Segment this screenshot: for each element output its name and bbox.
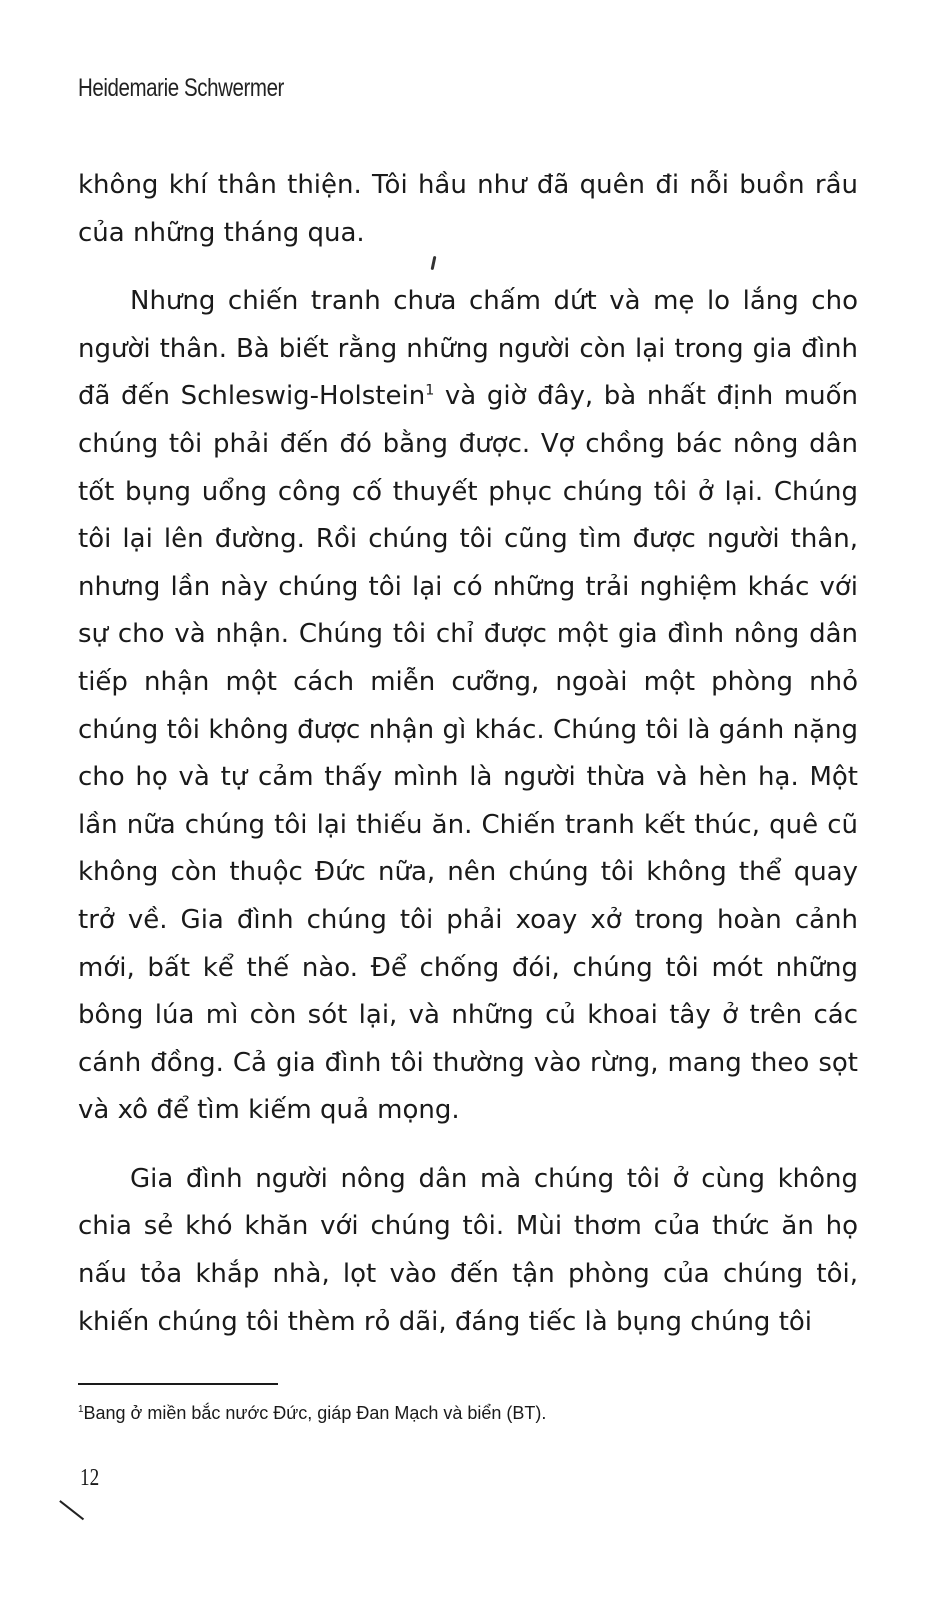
footnote-text: Bang ở miền bắc nước Đức, giáp Đan Mạch và biển (BT). [83, 1403, 547, 1423]
footnote-divider [78, 1383, 278, 1385]
paragraph: Gia đình người nông dân mà chúng tôi ở cùng không chia sẻ khó khăn với chúng tôi. Mùi thơm của thức ăn họ nấu tỏa khắp nhà, lọt vào đến tận phòng của chúng tôi, khiến chúng tôi thèm rỏ dãi, đáng tiếc là bụng chúng tôi [78, 1163, 858, 1337]
corner-ink-mark [60, 1500, 85, 1520]
paragraph-text: và giờ đây, bà nhất định muốn chúng tôi phải đến đó bằng được. Vợ chồng bác nông dân tốt bụng uổng công cố thuyết phục chúng tôi ở lại. Chúng tôi lại lên đường. Rồi chúng tôi cũng tìm được người thân, nhưng lần này chúng tôi lại có những trải nghiệm khác với sự cho và nhận. Chúng tôi chỉ được một gia đình nông dân tiếp nhận một cách miễn cưỡng, ngoài một phòng nhỏ chúng tôi không được nhận gì khác. Chúng tôi là gánh nặng cho họ và tự cảm thấy mình là người thừa và hèn hạ. Một lần nữa chúng tôi lại thiếu ăn. Chiến tranh kết thúc, quê cũ không còn thuộc Đức nữa, nên chúng tôi không thể quay trở về. Gia đình chúng tôi phải xoay xở trong hoàn cảnh mới, bất kể thế nào. Để chống đói, chúng tôi mót những bông lúa mì còn sót lại, và những củ khoai tây ở trên các cánh đồng. Cả gia đình tôi thường vào rừng, mang theo sọt và xô để tìm kiếm quả mọng. [78, 381, 859, 1126]
footnote [78, 1403, 546, 1424]
page-number: 12 [80, 1465, 100, 1491]
paragraph-text: Nhưng chiến tranh chưa chấm dứt và mẹ lo lắng cho người thân. Bà biết rằng những người còn lại trong gia đình đã đến Schleswig-Holstein [78, 286, 858, 412]
footnote-marker: 1 [78, 1404, 84, 1415]
running-header: Heidemarie Schwermer [78, 74, 284, 102]
paragraph: không khí thân thiện. Tôi hầu như đã quên đi nỗi buồn rầu của những tháng qua. [78, 170, 858, 248]
paragraph [78, 278, 858, 1135]
footnote-reference: 1 [425, 382, 435, 399]
body-text [78, 162, 858, 1346]
